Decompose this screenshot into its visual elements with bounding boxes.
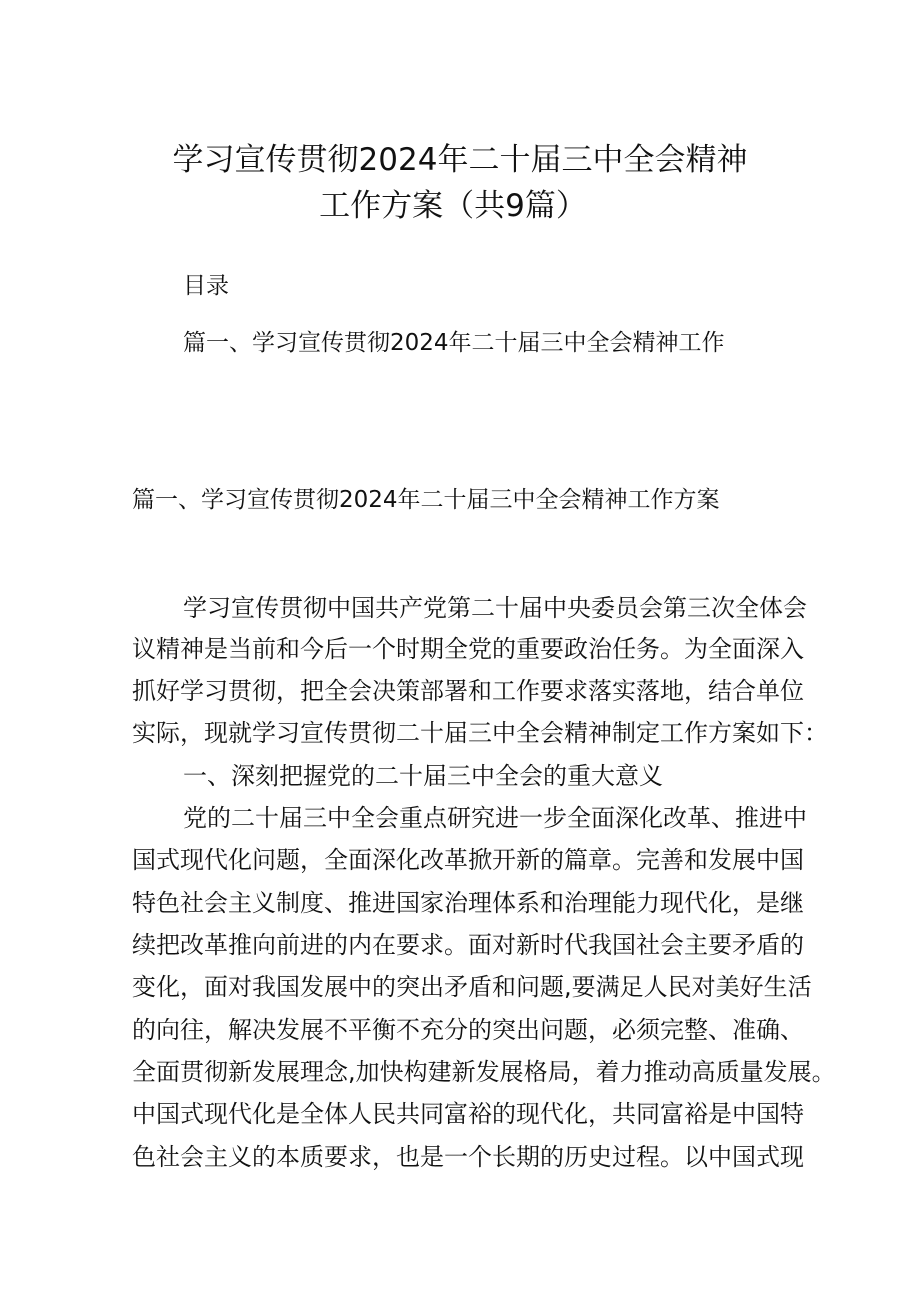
body-paragraph-line: 特色社会主义制度、推进国家治理体系和治理能力现代化，是继 [132,889,804,917]
document-title-line-2: 工作方案（共9篇） [319,188,587,224]
body-paragraph-line: 色社会主义的本质要求，也是一个长期的历史过程。以中国式现 [132,1143,804,1171]
body-paragraph-line: 中国式现代化是全体人民共同富裕的现代化，共同富裕是中国特 [132,1100,804,1128]
section-heading: 篇一、学习宣传贯彻2024年二十届三中全会精神工作方案 [132,487,720,513]
body-paragraph-line: 全面贯彻新发展理念,加快构建新发展格局，着力推动高质量发展。 [132,1058,836,1086]
subsection-heading: 一、深刻把握党的二十届三中全会的重大意义 [183,762,663,790]
body-paragraph-line: 的向往，解决发展不平衡不充分的突出问题，必须完整、准确、 [132,1016,804,1044]
body-paragraph-line: 学习宣传贯彻中国共产党第二十届中央委员会第三次全体会 [183,594,807,622]
toc-label: 目录 [183,273,229,299]
body-paragraph-line: 议精神是当前和今后一个时期全党的重要政治任务。为全面深入 [132,635,804,663]
body-paragraph-line: 变化，面对我国发展中的突出矛盾和问题,要满足人民对美好生活 [132,973,812,1001]
body-paragraph-line: 国式现代化问题，全面深化改革掀开新的篇章。完善和发展中国 [132,846,804,874]
body-paragraph-line: 实际，现就学习宣传贯彻二十届三中全会精神制定工作方案如下： [132,719,828,747]
body-paragraph-line: 党的二十届三中全会重点研究进一步全面深化改革、推进中 [183,804,807,832]
body-paragraph-line: 续把改革推向前进的内在要求。面对新时代我国社会主要矛盾的 [132,931,804,959]
document-title-line-1: 学习宣传贯彻2024年二十届三中全会精神 [172,142,748,178]
toc-item: 篇一、学习宣传贯彻2024年二十届三中全会精神工作 [183,330,725,356]
body-paragraph-line: 抓好学习贯彻，把全会决策部署和工作要求落实落地，结合单位 [132,677,804,705]
